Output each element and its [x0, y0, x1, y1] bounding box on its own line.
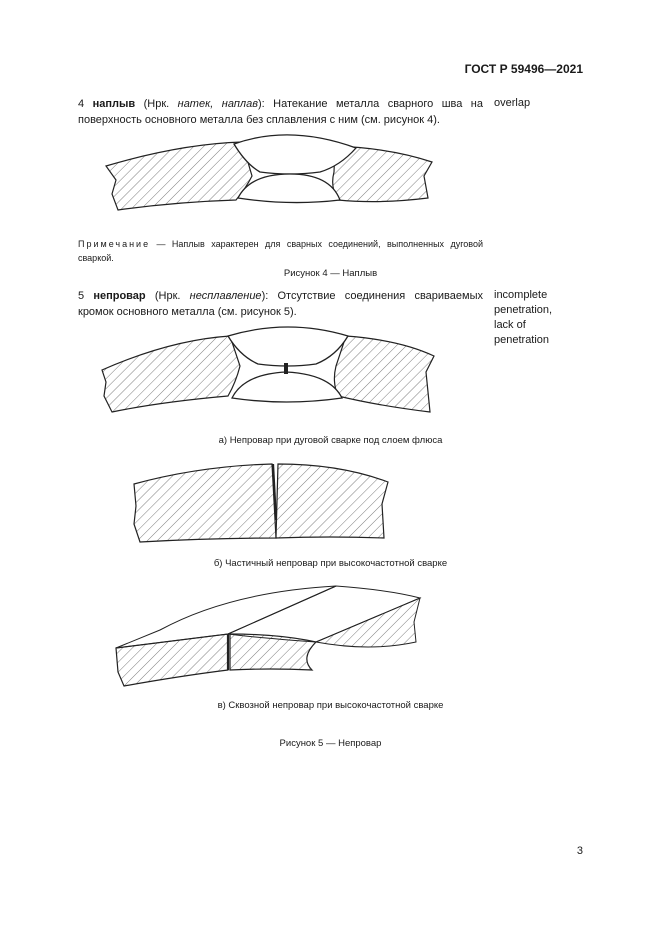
- figure-5c-drawing: [0, 582, 661, 692]
- term-4-non-recommended: натек, наплав: [177, 98, 258, 110]
- term-5-english-line: incomplete: [494, 289, 548, 301]
- term-5-definition: Отсутствие соединения свариваемых кромок основного металла (см. рисунок 5).: [78, 290, 483, 318]
- term-5-english-line: penetration,: [494, 304, 553, 316]
- term-5-name: непровар: [93, 290, 146, 302]
- term-4-definition: Натекание металла сварного шва на поверхность основного металла без сплавления с ним (см. рисунок 4).: [78, 98, 483, 126]
- term-4-english: overlap: [494, 97, 531, 109]
- term-5-number: 5: [78, 290, 85, 302]
- note-4: [78, 237, 483, 265]
- figure-4-caption: Рисунок 4 — Наплыв: [283, 268, 378, 279]
- term-5-english-line: lack of: [494, 319, 526, 331]
- page-number: 3: [576, 845, 583, 857]
- term-5-non-recommended: несплавление: [189, 290, 262, 302]
- term-5-entry: [78, 288, 483, 320]
- figure-5-caption: Рисунок 5 — Непровар: [279, 738, 382, 749]
- term-5-english-line: penetration: [494, 334, 550, 346]
- term-4-entry: [78, 96, 483, 128]
- term-4-name: наплыв: [92, 98, 136, 110]
- note-4-label: Примечание: [78, 239, 151, 249]
- figure-5b-drawing: [0, 460, 661, 550]
- standard-designation: ГОСТ Р 59496—2021: [464, 62, 583, 76]
- figure-5c-caption: в) Сквозной непровар при высокочастотной сварке: [217, 700, 444, 711]
- figure-5a-drawing: [0, 326, 661, 426]
- figure-5a-caption: а) Непровар при дуговой сварке под слоем флюса: [218, 435, 443, 446]
- figure-5b-caption: б) Частичный непровар при высокочастотной сварке: [213, 558, 448, 569]
- term-4-number: 4: [78, 98, 85, 110]
- term-4-paren-close: ):: [257, 98, 274, 110]
- term-5-paren-close: ):: [261, 290, 278, 302]
- note-4-text: — Наплыв характерен для сварных соединений, выполненных дуговой сваркой.: [78, 239, 483, 263]
- figure-4-drawing: [0, 132, 661, 252]
- term-5-paren-open: (Нрк.: [145, 290, 190, 302]
- term-4-paren-open: (Нрк.: [135, 98, 178, 110]
